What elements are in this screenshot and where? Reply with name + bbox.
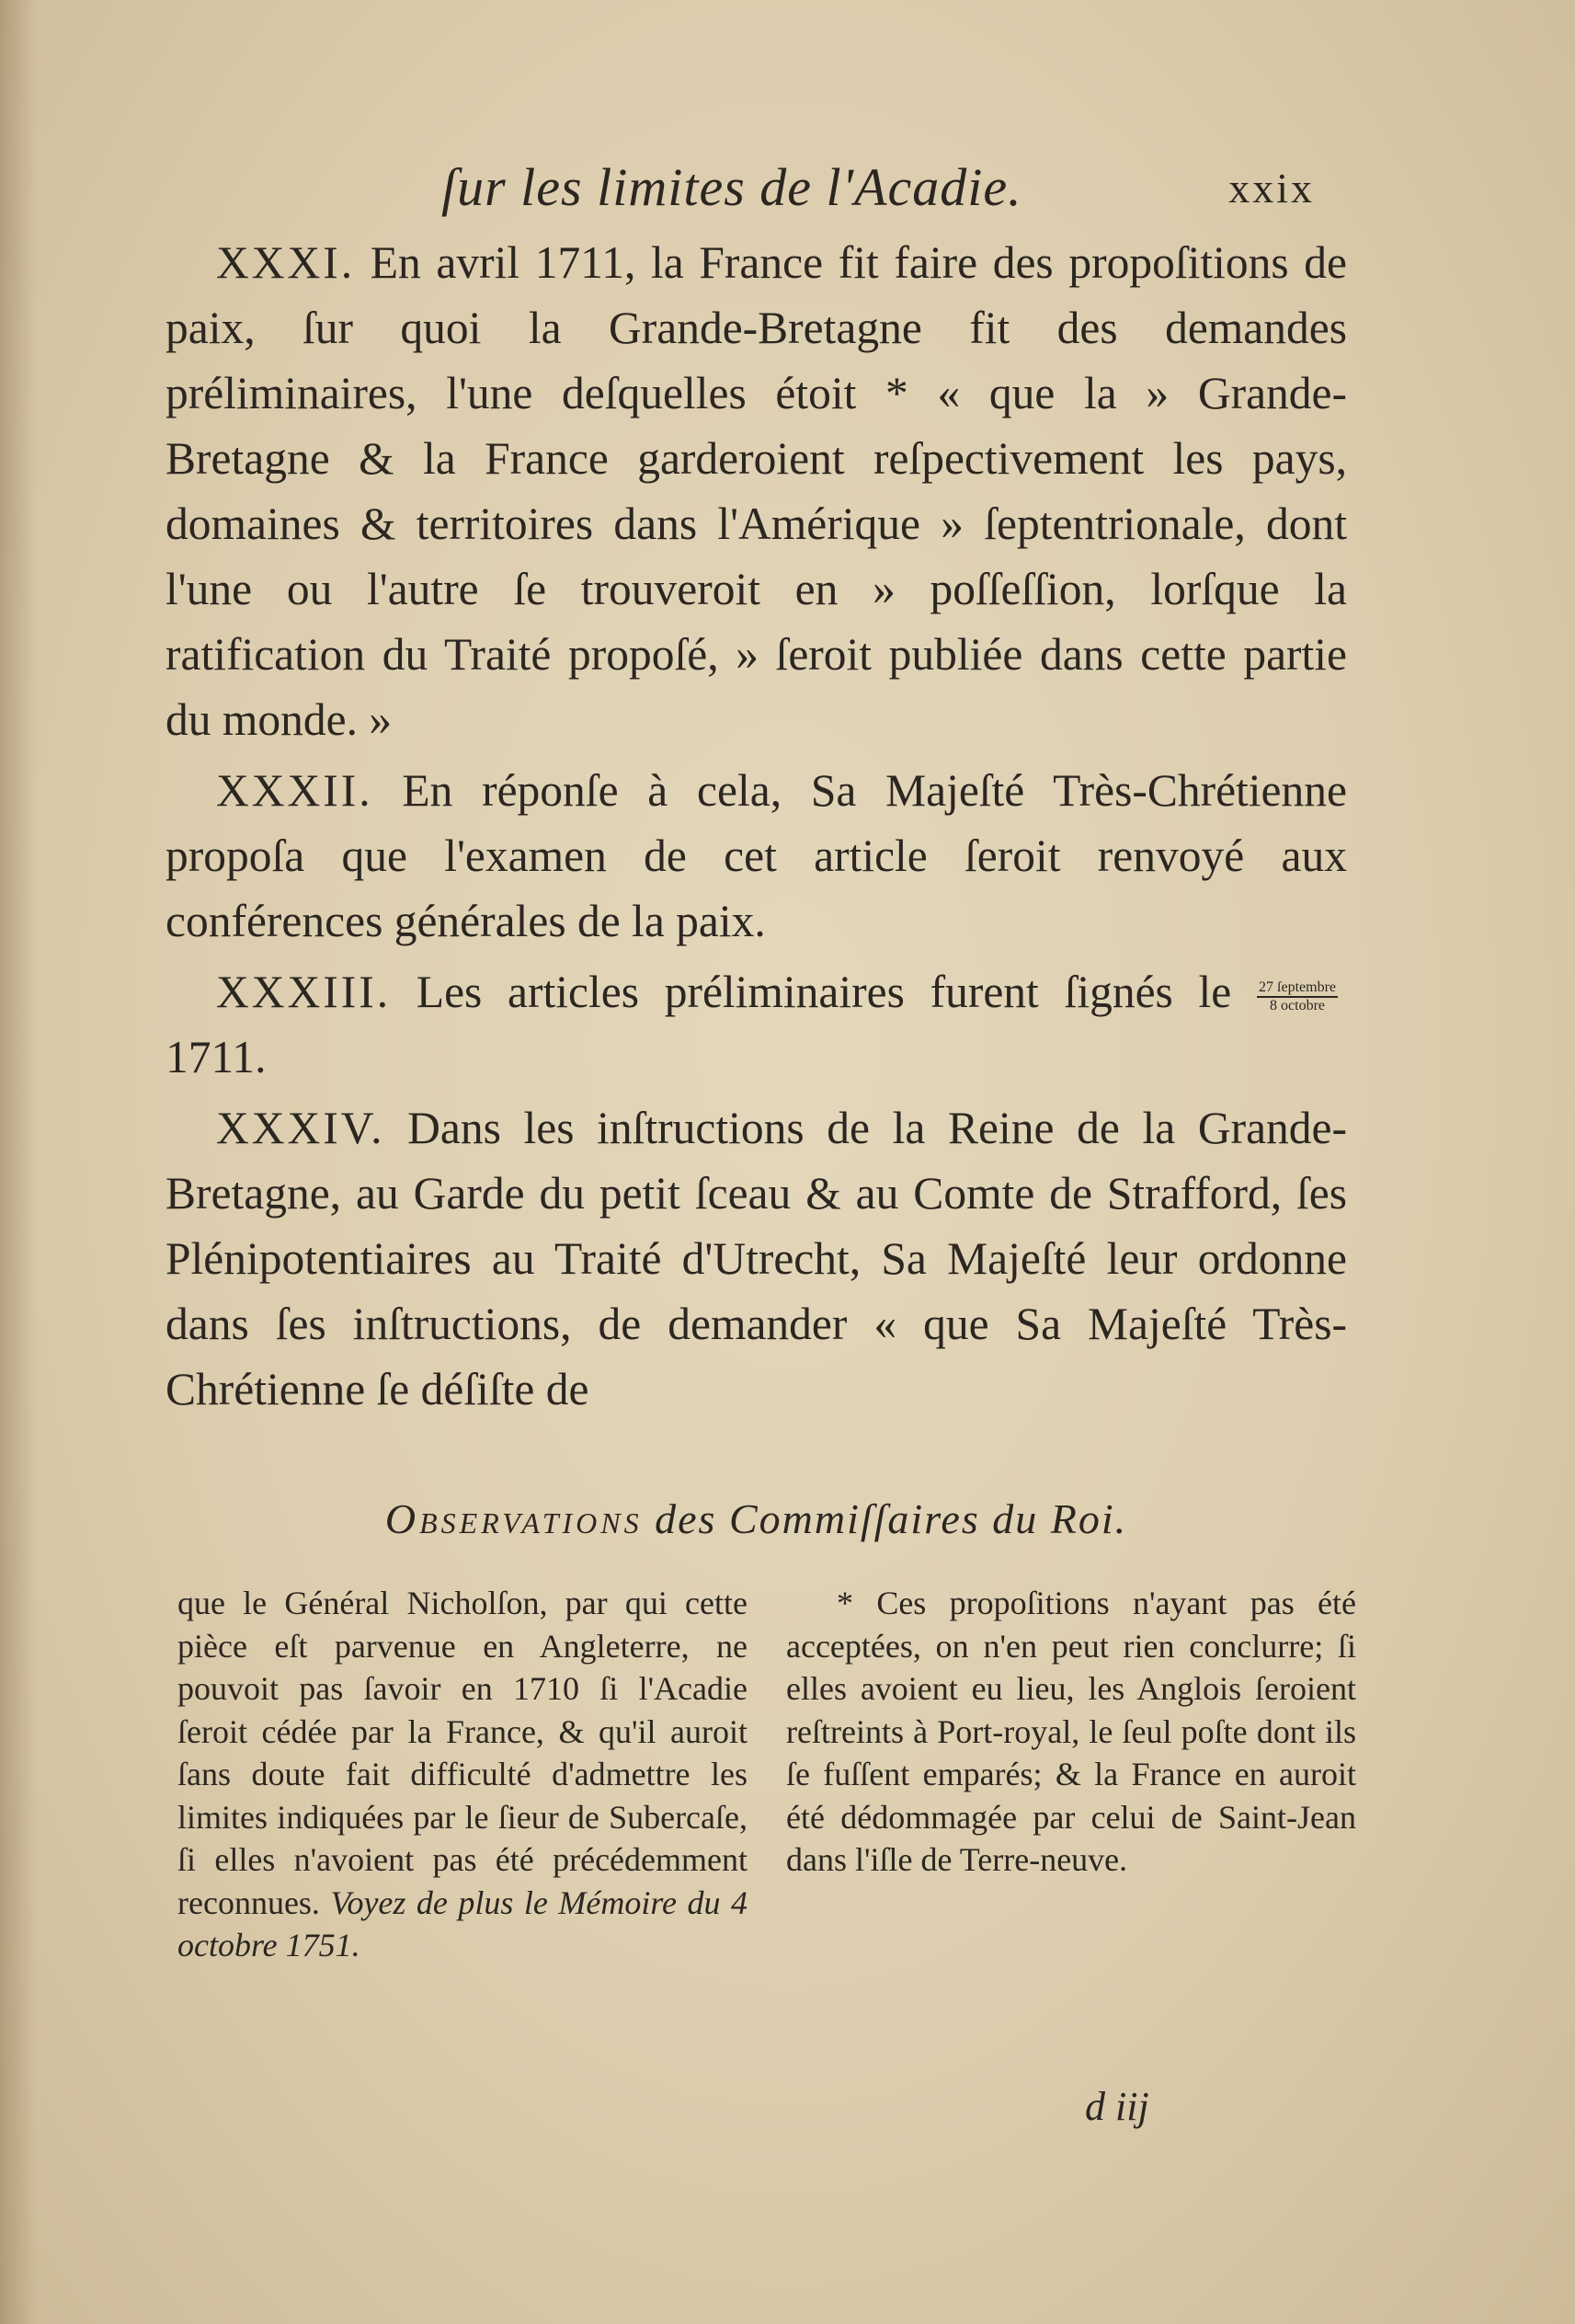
page-number: xxix — [1228, 165, 1315, 212]
footnote-text: * Ces propoſitions n'ayant pas été acceptées, on n'en peut rien conclurre; ſi elles avoient eu lieu, les Anglois ſeroient reſtreints à Port-royal, le ſeul poſte dont ils ſe fuſſent emparés; & la France en auroit été dédommagée par celui de Saint-Jean dans l'iſle de Terre-neuve. — [786, 1585, 1356, 1878]
running-title: ſur les limites de l'Acadie. — [441, 157, 1022, 217]
paragraph-xxxii — [165, 758, 1347, 954]
note-left-reference: Voyez de plus le Mémoire du 4 octobre 1751. — [177, 1883, 748, 1963]
note-left-column — [177, 1582, 748, 1967]
date-year: 1711. — [165, 1032, 267, 1082]
paragraph-number: XXXI. — [216, 237, 356, 288]
paragraph-number: XXXIII. — [216, 967, 392, 1017]
observations-heading-rest: des Commiſſaires du Roi. — [655, 1495, 1128, 1542]
signature-mark: d iij — [1085, 2084, 1149, 2129]
paragraph-text: En avril 1711, la France fit faire des propoſitions de paix, ſur quoi la Grande-Bretagne fit des demandes préliminaires, l'une deſquelles étoit * « que la » Grande-Bretagne & la France garderoient reſpectivement les pays, domaines & territoires dans l'Amérique » ſeptentrionale, dont l'une ou l'autre ſe trouveroit en » poſſeſſion, lorſque la ratification du Traité propoſé, » ſeroit publiée dans cette partie du monde. » — [165, 237, 1348, 745]
paragraph-text: Dans les inſtructions de la Reine de la Grande-Bretagne, au Garde du petit ſceau & au Comte de Strafford, ſes Plénipotentiaires au Traité d'Utrecht, Sa Majeſté leur ordonne dans ſes inſtructions, de demander « que Sa Majeſté Très-Chrétienne ſe déſiſte de — [165, 1103, 1348, 1414]
note-left-text — [177, 1582, 748, 1967]
paragraph-number: XXXIV. — [216, 1103, 385, 1153]
paragraph-xxxi — [165, 230, 1347, 752]
observations-heading-caps: Observations — [384, 1495, 643, 1542]
date-numerator: 27 ſeptembre — [1257, 979, 1338, 998]
note-left-body: que le Général Nicholſon, par qui cette pièce eſt parvenue en Angleterre, ne pouvoit pas ſavoir en 1710 ſi l'Acadie ſeroit cédée par la France, & qu'il auroit ſans doute fait difficulté d'admettre les limites indiquées par le ſieur de Subercaſe, ſi elles n'avoient pas été précédemment reconnues. — [177, 1585, 748, 1921]
paragraph-xxxiv — [165, 1095, 1347, 1422]
note-right-column — [786, 1582, 1356, 1882]
main-text — [165, 230, 1347, 1427]
date-denominator: 8 octobre — [1270, 997, 1325, 1013]
paragraph-text: En réponſe à cela, Sa Majeſté Très-Chrétienne propoſa que l'examen de cet article ſeroit renvoyé aux conférences générales de la paix. — [165, 765, 1348, 946]
paragraph-number: XXXII. — [216, 765, 373, 816]
observations-heading — [165, 1494, 1347, 1543]
running-head — [165, 156, 1333, 230]
paragraph-text: Les articles préliminaires furent ſignés le — [416, 967, 1232, 1017]
paragraph-xxxiii — [165, 959, 1347, 1090]
date-fraction — [1257, 979, 1338, 1014]
